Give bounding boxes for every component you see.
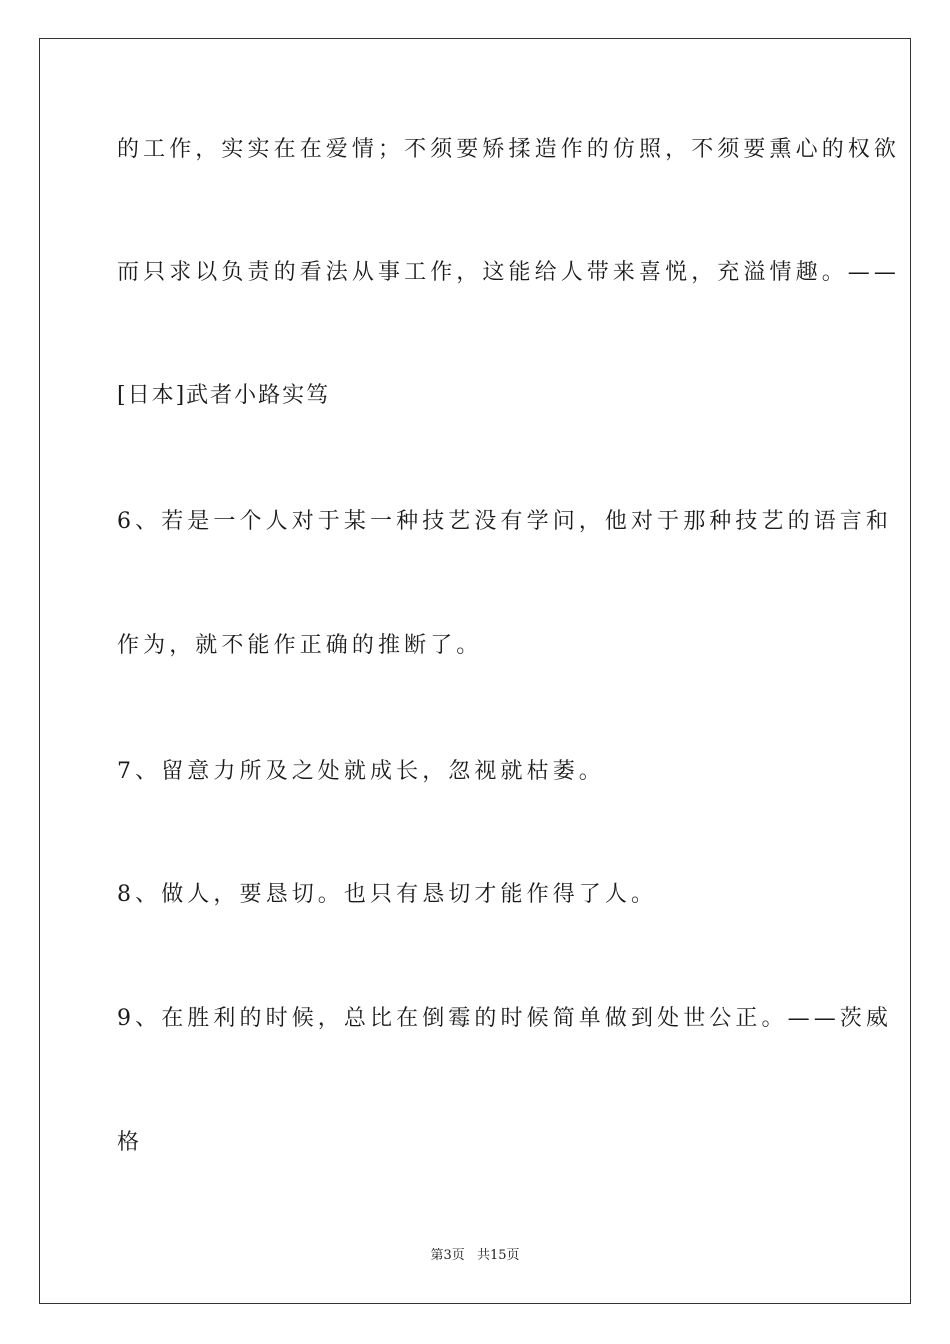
text-line-1: 的工作，实实在在爱情；不须要矫揉造作的仿照，不须要熏心的权欲 — [117, 137, 901, 162]
page-footer — [0, 1247, 950, 1265]
text-line-3: [日本]武者小路实笃 — [117, 383, 331, 408]
text-line-8: 9、在胜利的时候，总比在倒霉的时候简单做到处世公正。——茨威 — [117, 1006, 892, 1031]
page-border — [39, 38, 911, 1304]
page-number: 第3页 — [430, 1248, 465, 1263]
text-line-6: 7、留意力所及之处就成长，忽视就枯萎。 — [117, 759, 605, 784]
text-line-7: 8、做人，要恳切。也只有恳切才能作得了人。 — [117, 882, 658, 907]
text-line-4: 6、若是一个人对于某一种技艺没有学问，他对于那种技艺的语言和 — [117, 509, 892, 534]
page-total: 共15页 — [476, 1248, 520, 1263]
text-line-5: 作为，就不能作正确的推断了。 — [117, 633, 483, 658]
text-line-2: 而只求以负责的看法从事工作，这能给人带来喜悦，充溢情趣。—— — [117, 260, 901, 285]
text-line-9: 格 — [117, 1130, 144, 1155]
